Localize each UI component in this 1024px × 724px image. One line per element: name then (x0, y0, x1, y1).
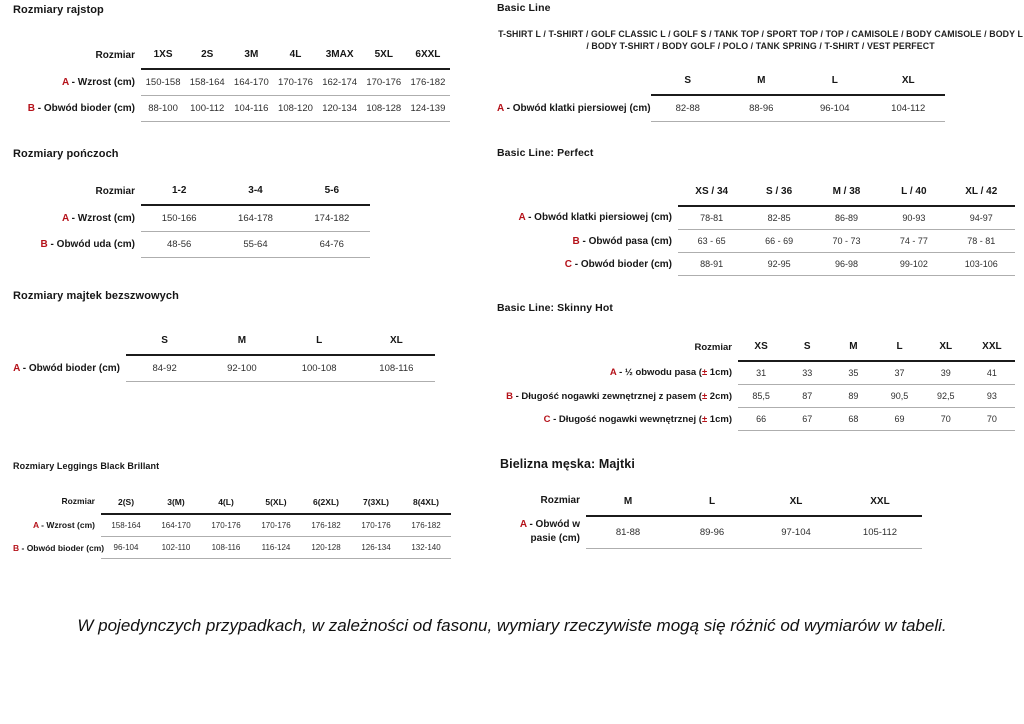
size-column-header: S (651, 70, 725, 95)
measurement-label: A - Obwód klatki piersiowej (cm) (497, 102, 651, 114)
measurement-key-letter: A (32, 520, 39, 531)
measurement-row (13, 69, 450, 96)
size-table (13, 180, 370, 258)
size-column-header: M / 38 (813, 181, 880, 206)
size-column-header: L (876, 336, 922, 361)
size-column-header: 5-6 (294, 180, 370, 205)
size-table (13, 493, 451, 559)
measurement-row (13, 205, 370, 232)
measurement-key-letter: B (13, 542, 20, 553)
measurement-label: B - Obwód bioder (cm) (13, 542, 105, 553)
section-basic-line (497, 2, 1024, 122)
measurement-value: 170-176 (351, 514, 401, 537)
measurement-value: 158-164 (101, 514, 151, 537)
measurement-value: 82-88 (651, 95, 725, 122)
measurement-value: 81-88 (586, 516, 670, 549)
measurement-value: 41 (969, 361, 1015, 385)
measurement-key-letter: A (497, 102, 504, 114)
measurement-value: 78-81 (678, 206, 745, 230)
measurement-row (13, 232, 370, 258)
measurement-value: 162-174 (318, 69, 362, 96)
measurement-key-letter: B (27, 103, 35, 114)
size-header-row (497, 70, 945, 95)
size-header-row (497, 336, 1015, 361)
size-column-header: 5(XL) (251, 493, 301, 514)
table-corner-label: Rozmiar (95, 186, 135, 197)
leggings-size-table (13, 493, 451, 559)
measurement-value: 33 (784, 361, 830, 385)
measurement-value: 150-158 (141, 69, 185, 96)
seamless-panties-size-table (13, 330, 435, 382)
measurement-value: 70 - 73 (813, 230, 880, 253)
measurement-value: 102-110 (151, 537, 201, 559)
measurement-value: 78 - 81 (948, 230, 1015, 253)
measurement-label: C - Obwód bioder (cm) (564, 258, 672, 270)
measurement-value: 96-104 (101, 537, 151, 559)
size-column-header: 8(4XL) (401, 493, 451, 514)
size-column-header: 2S (185, 44, 229, 69)
size-table (497, 181, 1015, 276)
size-table (13, 44, 450, 122)
measurement-key-letter: B (506, 390, 513, 402)
size-column-header: L (798, 70, 872, 95)
table-corner-label (497, 181, 678, 206)
measurement-label: C - Długość nogawki wewnętrznej (± 1cm) (543, 413, 732, 425)
measurement-value: 158-164 (185, 69, 229, 96)
size-header-row (500, 491, 922, 516)
measurement-row (13, 537, 451, 559)
measurement-label: A - Obwód w pasie (cm) (519, 519, 580, 545)
measurement-key-letter: A (13, 362, 20, 374)
measurement-value: 88-100 (141, 96, 185, 122)
measurement-value: 170-176 (251, 514, 301, 537)
measurement-value: 103-106 (948, 253, 1015, 276)
measurement-row (497, 385, 1015, 408)
size-column-header: 3M (229, 44, 273, 69)
section-title-leggings: Rozmiary Leggings Black Brillant (13, 461, 160, 471)
measurement-key-letter: A (62, 76, 69, 88)
measurement-value: 150-166 (141, 205, 217, 232)
measurement-value: 96-98 (813, 253, 880, 276)
measurement-value: 88-96 (725, 95, 799, 122)
measurement-value: 94-97 (948, 206, 1015, 230)
measurement-value: 55-64 (217, 232, 293, 258)
measurement-value: 89 (830, 385, 876, 408)
size-column-header: M (586, 491, 670, 516)
size-column-header: XS (738, 336, 784, 361)
measurement-row (13, 355, 435, 382)
measurement-value: 105-112 (838, 516, 922, 549)
plus-minus-sign: ± (701, 367, 708, 379)
size-column-header: M (203, 330, 280, 355)
section-title-mens-briefs: Bielizna męska: Majtki (500, 457, 635, 471)
measurement-label: A - Wzrost (cm) (32, 520, 95, 531)
measurement-value: 120-128 (301, 537, 351, 559)
size-column-header: 4(L) (201, 493, 251, 514)
measurement-value: 104-112 (872, 95, 946, 122)
section-title-seamless-panties: Rozmiary majtek bezszwowych (13, 290, 179, 302)
measurement-value: 37 (876, 361, 922, 385)
measurement-value: 100-108 (281, 355, 358, 382)
section-title-skinny-hot: Basic Line: Skinny Hot (497, 302, 613, 314)
table-corner-label: Rozmiar (540, 495, 580, 506)
table-corner-label (13, 330, 126, 355)
measurement-value: 90,5 (876, 385, 922, 408)
measurement-label: B - Obwód pasa (cm) (572, 235, 672, 247)
measurement-value: 66 - 69 (745, 230, 812, 253)
size-column-header: S / 36 (745, 181, 812, 206)
size-header-row (13, 493, 451, 514)
measurement-value: 108-116 (201, 537, 251, 559)
measurement-value: 92-95 (745, 253, 812, 276)
table-corner-label: Rozmiar (61, 496, 95, 506)
table-corner-label: Rozmiar (95, 50, 135, 61)
size-header-row (13, 180, 370, 205)
measurement-value: 70 (923, 408, 969, 431)
measurement-value: 90-93 (880, 206, 947, 230)
size-column-header: S (126, 330, 203, 355)
measurement-label: A - Obwód bioder (cm) (13, 362, 120, 374)
measurement-value: 31 (738, 361, 784, 385)
size-column-header: 3-4 (217, 180, 293, 205)
measurement-value: 97-104 (754, 516, 838, 549)
measurement-value: 64-76 (294, 232, 370, 258)
section-title-tights: Rozmiary rajstop (13, 4, 104, 16)
size-table (497, 70, 945, 122)
measurement-value: 86-89 (813, 206, 880, 230)
section-stockings-sizes (13, 148, 370, 258)
measurement-value: 124-139 (406, 96, 450, 122)
measurement-value: 170-176 (362, 69, 406, 96)
size-column-header: L (670, 491, 754, 516)
measurement-row (497, 408, 1015, 431)
size-column-header: XS / 34 (678, 181, 745, 206)
basic-line-product-list: T-SHIRT L / T-SHIRT / GOLF CLASSIC L / GOLF S / TANK TOP / SPORT TOP / TOP / CAMISOLE / BODY CAMISOLE / BODY L / BODY T-SHIRT / BODY GOLF / POLO / TANK SPRING / T-SHIRT / VEST PERFECT (498, 29, 1023, 51)
measurement-key-letter: C (564, 258, 572, 270)
size-column-header: 4L (273, 44, 317, 69)
size-column-header: XL (754, 491, 838, 516)
measurement-label: B - Długość nogawki zewnętrznej z pasem (± 2cm) (506, 390, 732, 402)
measurement-row (500, 516, 922, 549)
measurement-label: A - Obwód klatki piersiowej (cm) (518, 212, 672, 224)
measurement-value: 66 (738, 408, 784, 431)
measurement-value: 70 (969, 408, 1015, 431)
measurement-value: 92,5 (923, 385, 969, 408)
size-header-row (497, 181, 1015, 206)
measurement-value: 93 (969, 385, 1015, 408)
plus-minus-sign: ± (701, 413, 708, 425)
size-column-header: 6(2XL) (301, 493, 351, 514)
measurement-value: 108-120 (273, 96, 317, 122)
measurement-value: 82-85 (745, 206, 812, 230)
size-table (500, 491, 922, 549)
measurement-key-letter: A (519, 519, 527, 531)
section-title-perfect: Basic Line: Perfect (497, 147, 594, 159)
measurement-value: 74 - 77 (880, 230, 947, 253)
measurement-row (13, 514, 451, 537)
measurement-label: A - Wzrost (cm) (62, 76, 135, 88)
size-column-header: 7(3XL) (351, 493, 401, 514)
measurement-value: 176-182 (406, 69, 450, 96)
section-basic-line-perfect (497, 147, 1015, 276)
measurement-value: 35 (830, 361, 876, 385)
measurement-label: B - Obwód bioder (cm) (27, 103, 135, 114)
measurement-value: 164-170 (229, 69, 273, 96)
size-column-header: 3MAX (318, 44, 362, 69)
measurement-value: 92-100 (203, 355, 280, 382)
measurement-value: 89-96 (670, 516, 754, 549)
section-mens-briefs (500, 457, 922, 549)
size-column-header: S (784, 336, 830, 361)
measurement-row (497, 230, 1015, 253)
measurement-value: 63 - 65 (678, 230, 745, 253)
size-header-row (13, 330, 435, 355)
measurement-row (497, 95, 945, 122)
measurement-value: 96-104 (798, 95, 872, 122)
tights-size-table (13, 44, 450, 122)
size-column-header: XL (923, 336, 969, 361)
section-title-stockings: Rozmiary pończoch (13, 148, 119, 160)
measurement-value: 108-116 (358, 355, 435, 382)
plus-minus-sign: ± (701, 390, 708, 402)
size-column-header: 1XS (141, 44, 185, 69)
size-header-row (13, 44, 450, 69)
measurement-label: A - Wzrost (cm) (62, 212, 135, 224)
measurement-value: 164-178 (217, 205, 293, 232)
measurement-value: 176-182 (401, 514, 451, 537)
size-column-header: XL / 42 (948, 181, 1015, 206)
measurement-value: 108-128 (362, 96, 406, 122)
measurement-key-letter: A (609, 367, 617, 379)
size-column-header: 1-2 (141, 180, 217, 205)
size-column-header: 3(M) (151, 493, 201, 514)
size-column-header: XXL (969, 336, 1015, 361)
size-column-header: 5XL (362, 44, 406, 69)
measurement-value: 170-176 (201, 514, 251, 537)
section-seamless-panties-sizes (13, 290, 435, 382)
measurement-key-letter: B (40, 239, 48, 250)
stockings-size-table (13, 180, 370, 258)
size-column-header: M (725, 70, 799, 95)
size-column-header: 2(S) (101, 493, 151, 514)
size-table (13, 330, 435, 382)
measurement-key-letter: B (572, 235, 580, 247)
measurement-key-letter: C (543, 413, 551, 425)
footnote-disclaimer: W pojedynczych przypadkach, w zależności od fasonu, wymiary rzeczywiste mogą się różnić od wymiarów w tabeli. (77, 616, 947, 635)
measurement-row (497, 361, 1015, 385)
section-basic-line-skinny-hot (497, 302, 1015, 431)
measurement-value: 176-182 (301, 514, 351, 537)
measurement-row (497, 253, 1015, 276)
perfect-size-table (497, 181, 1015, 276)
skinny-hot-size-table (497, 336, 1015, 431)
measurement-label: B - Obwód uda (cm) (40, 239, 135, 250)
measurement-value: 39 (923, 361, 969, 385)
measurement-value: 88-91 (678, 253, 745, 276)
size-column-header: XL (872, 70, 946, 95)
measurement-value: 69 (876, 408, 922, 431)
mens-briefs-size-table (500, 491, 922, 549)
measurement-value: 85,5 (738, 385, 784, 408)
measurement-key-letter: A (62, 212, 69, 224)
size-column-header: L / 40 (880, 181, 947, 206)
section-tights-sizes (13, 4, 450, 122)
measurement-value: 67 (784, 408, 830, 431)
measurement-value: 68 (830, 408, 876, 431)
measurement-key-letter: A (518, 212, 526, 224)
measurement-value: 104-116 (229, 96, 273, 122)
measurement-value: 174-182 (294, 205, 370, 232)
size-column-header: 6XXL (406, 44, 450, 69)
table-corner-label: Rozmiar (694, 342, 732, 353)
measurement-label: A - ½ obwodu pasa (± 1cm) (609, 367, 732, 379)
measurement-value: 84-92 (126, 355, 203, 382)
measurement-value: 120-134 (318, 96, 362, 122)
basic-line-size-table (497, 70, 945, 122)
measurement-value: 164-170 (151, 514, 201, 537)
measurement-value: 100-112 (185, 96, 229, 122)
measurement-row (497, 206, 1015, 230)
measurement-value: 132-140 (401, 537, 451, 559)
size-column-header: XL (358, 330, 435, 355)
section-leggings-sizes (13, 461, 451, 559)
section-title-basic-line: Basic Line (497, 2, 551, 14)
measurement-value: 170-176 (273, 69, 317, 96)
size-column-header: M (830, 336, 876, 361)
measurement-value: 116-124 (251, 537, 301, 559)
measurement-value: 87 (784, 385, 830, 408)
table-corner-label (497, 70, 651, 95)
measurement-row (13, 96, 450, 122)
size-column-header: XXL (838, 491, 922, 516)
measurement-value: 99-102 (880, 253, 947, 276)
measurement-value: 48-56 (141, 232, 217, 258)
size-column-header: L (281, 330, 358, 355)
measurement-value: 126-134 (351, 537, 401, 559)
size-table (497, 336, 1015, 431)
